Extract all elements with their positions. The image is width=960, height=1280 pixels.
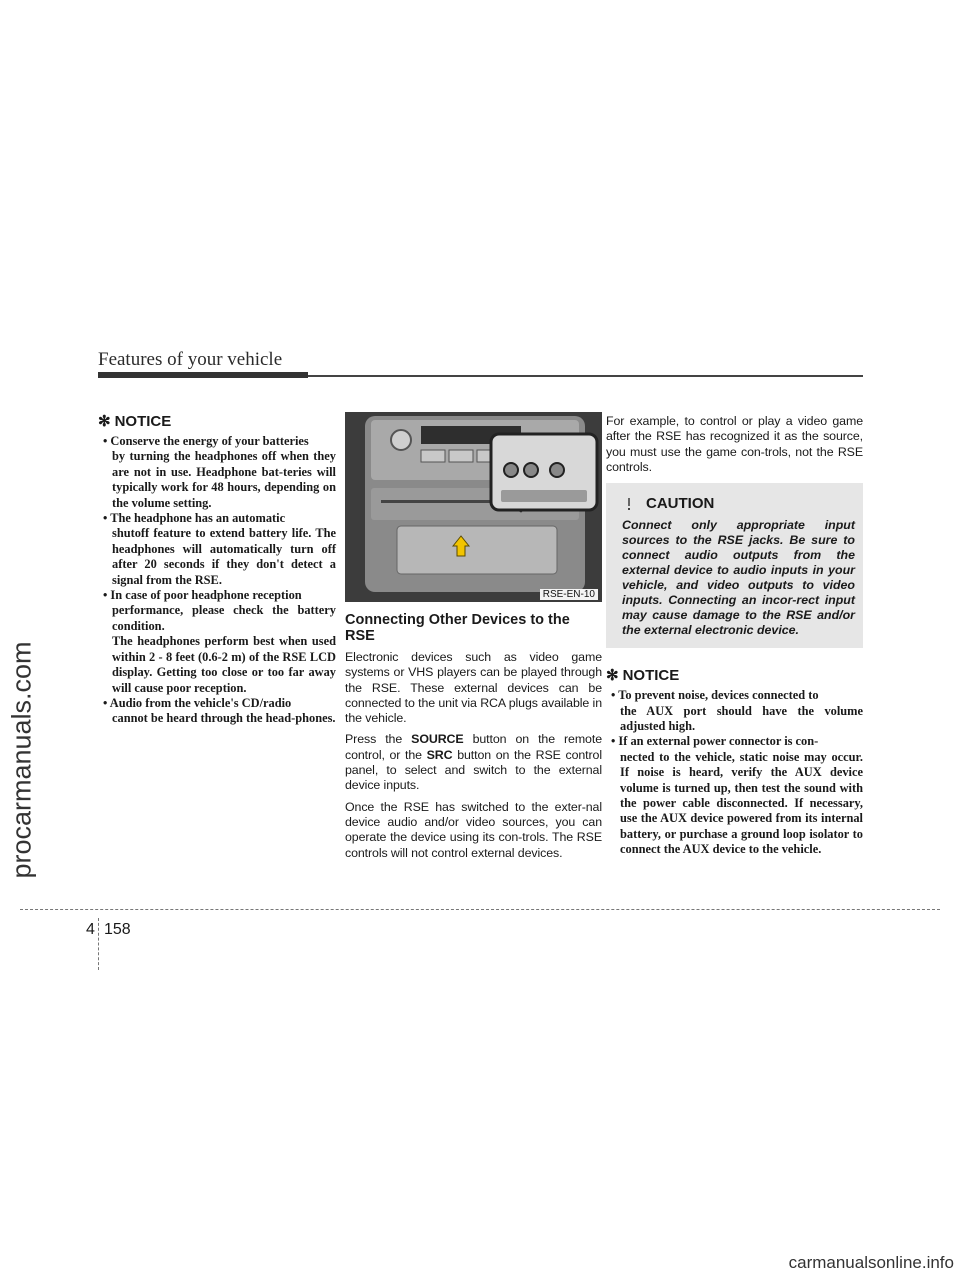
page-header-title: Features of your vehicle bbox=[98, 349, 283, 370]
figure-label: RSE-EN-10 bbox=[540, 589, 598, 600]
item-first: • To prevent noise, devices connected to bbox=[611, 688, 819, 703]
text-run: Press the bbox=[345, 732, 412, 747]
section-heading: Connecting Other Devices to the RSE bbox=[345, 612, 570, 644]
item-first: • In case of poor headphone reception bbox=[103, 588, 302, 603]
notice-heading bbox=[98, 412, 336, 430]
header-bar bbox=[98, 372, 308, 378]
list-item bbox=[98, 696, 336, 727]
item-first: • Conserve the energy of your batteries bbox=[103, 434, 309, 448]
item-rest: cannot be heard through the head-phones. bbox=[112, 711, 336, 726]
item-rest: performance, please check the battery condition. bbox=[112, 603, 336, 633]
caution-title: CAUTION bbox=[646, 495, 715, 513]
list-item bbox=[98, 434, 336, 511]
section-paragraph-1: Electronic devices such as video game systems or VHS players can be played through the RSE. These external devices can be connected to the unit via RCA plugs available in the vehicle. bbox=[345, 650, 602, 726]
rse-figure bbox=[345, 412, 602, 602]
notice-cross-icon: ✻ bbox=[98, 413, 111, 430]
notice-list bbox=[98, 434, 336, 727]
watermark bbox=[2, 560, 42, 960]
column-right bbox=[606, 414, 863, 858]
item-rest: by turning the headphones off when they are not in use. Headphone bat-teries will typically work for 48 hours, depending on the volume setting. bbox=[112, 449, 336, 510]
caution-heading bbox=[622, 495, 855, 512]
list-item bbox=[606, 734, 863, 857]
chapter-number: 4 bbox=[86, 921, 95, 938]
section-paragraph-3: Once the RSE has switched to the exter-nal device audio and/or video sources, you can operate the device using its con-trols. The RSE controls will not control external devices. bbox=[345, 799, 602, 860]
text-run: button on the remote control, or the bbox=[345, 732, 602, 762]
footer-credit: carmanualsonline.info bbox=[788, 1253, 954, 1272]
notice-title: NOTICE bbox=[114, 412, 172, 430]
item-rest: shutoff feature to extend battery life. The headphones will automatically turn off after 20 seconds if they don't detect a signal from the RSE. bbox=[112, 526, 336, 587]
watermark-text: procarmanuals.com bbox=[6, 641, 37, 879]
section-paragraph-2 bbox=[345, 732, 602, 793]
src-button-ref: SRC bbox=[426, 747, 453, 762]
list-item bbox=[98, 588, 336, 634]
list-item bbox=[606, 688, 863, 734]
footer-vertical-divider bbox=[98, 918, 99, 970]
item-rest: The headphones perform best when used within 2 - 8 feet (0.6-2 m) of the RSE LCD display. Getting too close or too far away will cause poor reception. bbox=[112, 634, 336, 695]
notice-list bbox=[606, 688, 863, 857]
item-first: • The headphone has an automatic bbox=[103, 511, 286, 526]
item-rest: nected to the vehicle, static noise may occur. If noise is heard, verify the AUX device volume is turned up, then test the sound with the power cable disconnected. If necessary, use the AUX device powered from its internal battery, or purchase a ground loop isolator to connect the AUX device to the vehicle. bbox=[620, 749, 863, 857]
warning-icon bbox=[622, 497, 636, 511]
notice-title: NOTICE bbox=[622, 666, 680, 684]
item-first: • If an external power connector is con- bbox=[611, 734, 819, 749]
footer-divider bbox=[20, 909, 940, 910]
caution-box bbox=[606, 483, 863, 648]
caution-text: Connect only appropriate input sources to the RSE jacks. Be sure to connect audio outputs from the external device to audio inputs in your vehicle, and video outputs to video inputs. Connecting an incor-rect input may cause damage to the RSE and/or the external electronic device. bbox=[622, 518, 855, 638]
text-run: button on the RSE control panel, to select and switch to the external device inputs. bbox=[345, 747, 602, 793]
item-rest: the AUX port should have the volume adjusted high. bbox=[620, 703, 863, 733]
item-first: • Audio from the vehicle's CD/radio bbox=[103, 695, 292, 710]
list-item bbox=[98, 511, 336, 588]
rse-illustration bbox=[345, 412, 602, 602]
source-button-ref: SOURCE bbox=[411, 732, 464, 747]
page-number: 158 bbox=[104, 921, 131, 938]
example-paragraph: For example, to control or play a video game after the RSE has recognized it as the source, you must use the game con-trols, not the RSE controls. bbox=[606, 414, 863, 474]
column-middle bbox=[345, 412, 602, 867]
notice-cross-icon: ✻ bbox=[606, 667, 619, 685]
notice-heading bbox=[606, 666, 863, 684]
list-item bbox=[98, 634, 336, 696]
column-left bbox=[98, 412, 336, 727]
